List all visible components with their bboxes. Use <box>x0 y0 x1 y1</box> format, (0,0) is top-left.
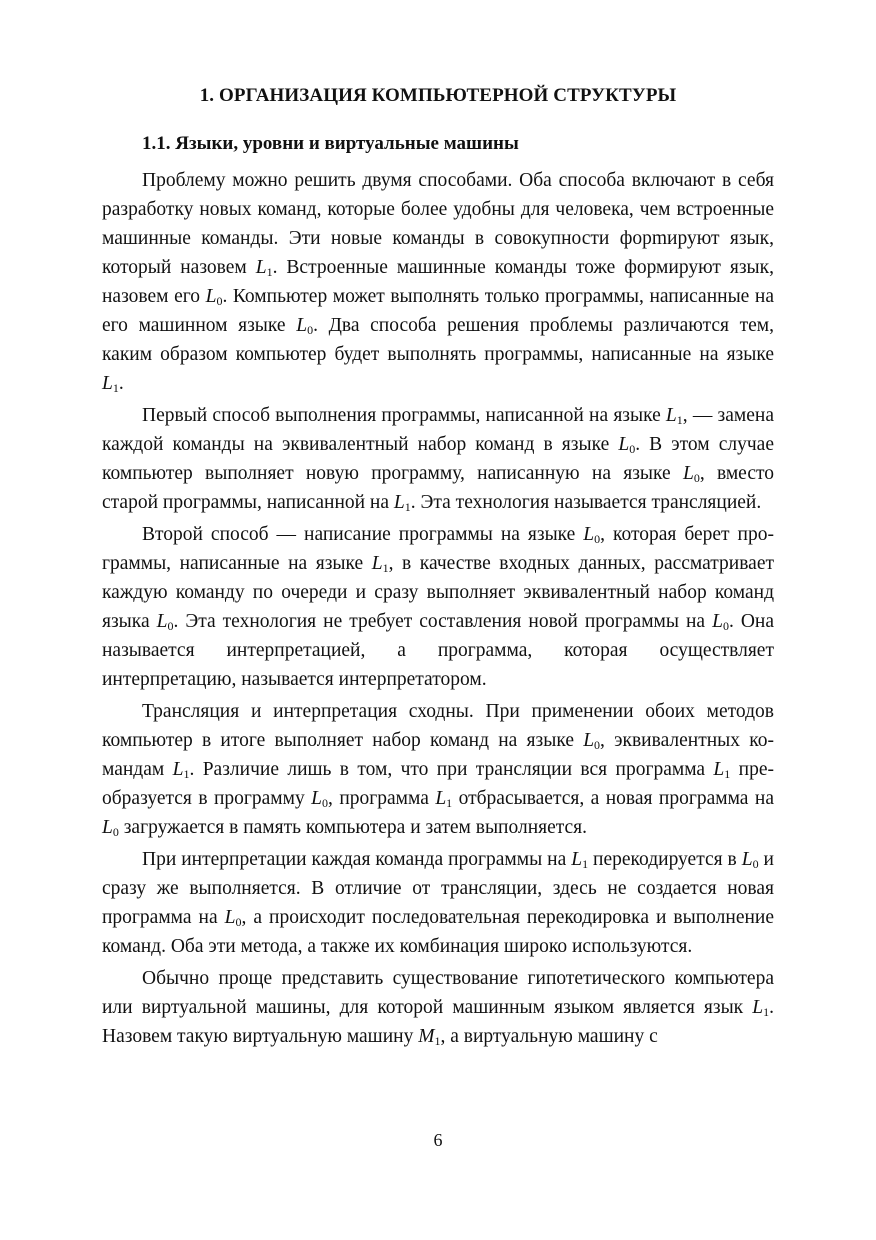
section-title: 1.1. Языки, уровни и виртуальные машины <box>142 133 519 154</box>
math-variable: L <box>583 730 595 751</box>
math-variable: L <box>371 553 383 574</box>
math-subscript: 0 <box>594 738 601 752</box>
math-subscript: 1 <box>446 796 453 810</box>
math-subscript: 1 <box>382 561 389 575</box>
math-variable: L <box>435 788 447 809</box>
math-subscript: 0 <box>112 825 119 839</box>
math-subscript: 0 <box>629 442 636 456</box>
paragraph: Трансляция и интерпретация сходны. При применении обоих методов компьютер в итоге выполняет набор команд на языке $L_0$, эквивалентных командам $L_1$. Различие лишь в том, что при трансляции вся программа $L_1$ преобразуется в программу $L_0$, программа $L_1$ отбрасывается, а новая программа на $L_0$ загружается в память компьютера и затем выполняется. <box>102 701 774 839</box>
math-variable: L <box>741 849 753 870</box>
paragraph: Первый способ выполнения программы, написанной на языке $L_1$, — замена каждой команды на эквивалентный набор команд в языке $L_0$. В этом случае компьютер выполняет новую программу, написанную на языке $L_0$, вместо старой программы, написанной на $L_1$. Эта технология называется трансляцией. <box>102 405 774 514</box>
math-subscript: 0 <box>167 619 174 633</box>
math-subscript: 0 <box>722 619 729 633</box>
math-variable: L <box>712 611 723 632</box>
math-subscript: 1 <box>582 857 589 871</box>
math-variable: L <box>156 611 168 632</box>
paragraph: Проблему можно решить двумя способами. Оба способа включают в себя разработку новых команд, которые более удобны для человека, чем встроенные машинные команды. Эти новые команды в совокупности форmируют язык, который назовем $L_1$. Встроенные машинные команды тоже формируют язык, назовем его $L_0$. Компьютер может выполнять только программы, написанные на его машинном языке $L_0$. Два способа решения проблемы различаются тем, каким образом компьютер будет выполнять программы, написанные на языке $L_1$. <box>102 170 774 395</box>
math-variable: L <box>172 759 184 780</box>
page-number: 6 <box>433 1130 443 1150</box>
math-variable: L <box>224 907 236 928</box>
math-variable: L <box>102 817 113 838</box>
body-text <box>102 166 774 1054</box>
math-variable: L <box>393 492 405 513</box>
math-variable: L <box>682 463 694 484</box>
math-subscript: 1 <box>724 767 731 781</box>
math-variable: M <box>418 1026 435 1047</box>
math-variable: L <box>102 373 113 394</box>
math-variable: L <box>618 434 630 455</box>
math-variable: L <box>205 286 217 307</box>
math-variable: L <box>713 759 725 780</box>
math-variable: L <box>571 849 583 870</box>
math-subscript: 0 <box>307 323 314 337</box>
math-variable: L <box>665 405 677 426</box>
math-subscript: 1 <box>434 1034 441 1048</box>
math-variable: L <box>311 788 323 809</box>
math-subscript: 0 <box>594 532 601 546</box>
math-subscript: 1 <box>676 413 683 427</box>
math-subscript: 0 <box>235 915 242 929</box>
math-subscript: 1 <box>266 265 273 279</box>
math-subscript: 0 <box>693 471 700 485</box>
math-subscript: 1 <box>112 381 119 395</box>
math-subscript: 0 <box>216 294 223 308</box>
math-subscript: 1 <box>404 500 411 514</box>
math-subscript: 0 <box>322 796 329 810</box>
chapter-title: 1. ОРГАНИЗАЦИЯ КОМПЬЮТЕРНОЙ СТРУКТУРЫ <box>199 85 677 106</box>
paragraph: Второй способ — написание программы на языке $L_0$, которая берет программы, написанные на языке $L_1$, в качестве входных данных, рассматривает каждую команду по очереди и сразу выполняет эквивалентный набор команд языка $L_0$. Эта технология не требует составления новой программы на $L_0$. Она называется интерпретацией, а программа, которая осуществляет интерпретацию, называется интерпретатором. <box>102 524 775 690</box>
math-variable: L <box>583 524 595 545</box>
math-variable: L <box>255 257 267 278</box>
paragraph: Обычно проще представить существование гипотетического компьютера или виртуальной машины, для которой машинным языком является язык $L_1$. Назовем такую виртуальную машину $M_1$, а виртуальную машину с <box>102 968 774 1048</box>
math-variable: L <box>752 997 764 1018</box>
math-subscript: 0 <box>752 857 759 871</box>
math-variable: L <box>296 315 308 336</box>
math-subscript: 1 <box>763 1005 770 1019</box>
paragraph: При интерпретации каждая команда программы на $L_1$ перекодируется в $L_0$ и сразу же выполняется. В отличие от трансляции, здесь не создается новая программа на $L_0$, а происходит последовательная перекодировка и выполнение команд. Оба эти метода, а также их комбинация широко используются. <box>102 849 774 957</box>
math-subscript: 1 <box>183 767 190 781</box>
